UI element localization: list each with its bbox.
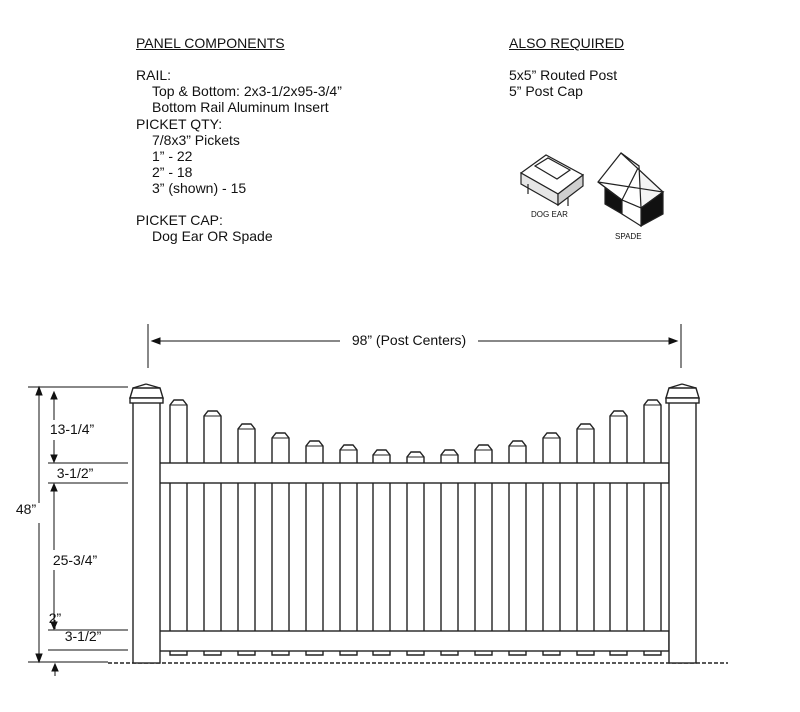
bottom-rail-label: 3-1/2”	[64, 628, 102, 644]
dog-ear-cap-icon	[521, 155, 583, 206]
picket-qty-label: PICKET QTY:	[136, 116, 223, 132]
required-post: 5x5” Routed Post	[509, 67, 618, 83]
picket	[204, 411, 221, 655]
picket-cap-label: PICKET CAP:	[136, 212, 223, 228]
picket-qty-3: 3” (shown) - 15	[152, 180, 247, 196]
also-required-heading: ALSO REQUIRED	[509, 35, 625, 51]
right-post	[666, 384, 699, 663]
rail-top-bottom: Top & Bottom: 2x3-1/2x95-3/4”	[152, 83, 342, 99]
total-height-label: 48”	[15, 501, 37, 517]
top-section-label: 13-1/4”	[49, 421, 95, 437]
picket	[238, 424, 255, 655]
rail-label: RAIL:	[136, 67, 172, 83]
spade-caption: SPADE	[615, 232, 642, 241]
spade-cap-icon	[598, 153, 663, 226]
gap-label: 2”	[48, 610, 62, 626]
rail-insert: Bottom Rail Aluminum Insert	[152, 99, 329, 115]
picket	[577, 424, 594, 655]
picket	[170, 400, 187, 655]
dog-ear-caption: DOG EAR	[531, 210, 568, 219]
top-rail	[157, 463, 669, 483]
picket	[610, 411, 627, 655]
required-post-cap: 5” Post Cap	[509, 83, 583, 99]
pickets-group	[170, 400, 661, 655]
picket-size: 7/8x3” Pickets	[152, 132, 240, 148]
middle-section-label: 25-3/4”	[52, 552, 98, 568]
left-post	[130, 384, 163, 663]
post-centers-label: 98” (Post Centers)	[351, 332, 467, 348]
picket-qty-1: 1” - 22	[152, 148, 193, 164]
picket	[644, 400, 661, 655]
panel-components-heading: PANEL COMPONENTS	[136, 35, 285, 51]
bottom-rail	[157, 631, 669, 651]
picket-qty-2: 2” - 18	[152, 164, 193, 180]
top-rail-label: 3-1/2”	[56, 465, 94, 481]
picket-cap-value: Dog Ear OR Spade	[152, 228, 273, 244]
